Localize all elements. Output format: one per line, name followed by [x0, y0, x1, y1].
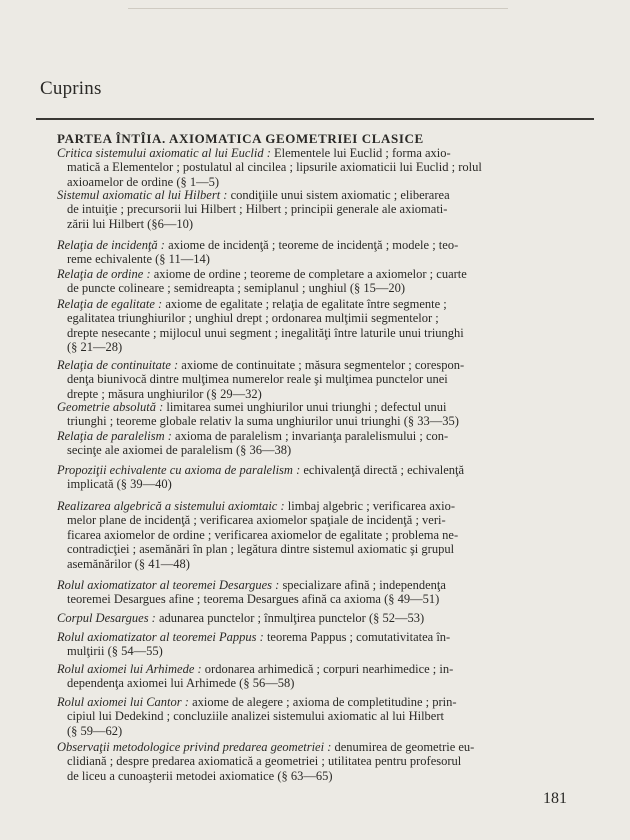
toc-entry-line — [57, 297, 597, 311]
toc-entry-text: contradicţiei ; asemănări în plan ; legătura dintre sistemul axiomatic şi grupul — [67, 542, 455, 557]
toc-entry-line — [57, 709, 607, 723]
toc-entry-line — [57, 499, 597, 513]
toc-entry-line — [57, 160, 607, 174]
toc-entry-text: zării lui Hilbert (§6—10) — [67, 216, 194, 231]
toc-entry-line — [57, 630, 597, 644]
toc-entry-title: Relaţia de continuitate : — [57, 358, 179, 372]
toc-entry-line — [57, 592, 607, 606]
toc-entry — [57, 400, 597, 429]
toc-entry-text: axioma de paralelism ; invarianţa paralelismului ; con- — [171, 429, 449, 443]
toc-entry-line — [57, 400, 597, 414]
toc-entry-text: de puncte colineare ; semidreapta ; semiplanul ; unghiul (§ 15—20) — [67, 281, 406, 296]
toc-entry-text: dependenţa axiomei lui Arhimede (§ 56—58) — [67, 676, 295, 691]
toc-entry-text: axiome de incidenţă ; teoreme de incidenţă ; modele ; teo- — [164, 238, 459, 252]
toc-entry — [57, 662, 597, 691]
toc-entry-line — [57, 217, 607, 231]
toc-entry — [57, 188, 597, 231]
toc-entry-text: echivalenţă directă ; echivalenţă — [300, 463, 465, 477]
toc-entry-line — [57, 358, 597, 372]
toc-entry-title: Geometrie absolută : — [57, 400, 164, 414]
toc-entry-text: asemănărilor (§ 41—48) — [67, 556, 190, 571]
toc-entry-title: Rolul axiomatizator al teoremei Pappus : — [57, 630, 264, 644]
toc-entry-line — [57, 326, 607, 340]
toc-entry — [57, 695, 597, 738]
toc-entry-text: axiome de continuitate ; măsura segmentelor ; corespon- — [178, 358, 465, 372]
toc-entry-text: denţa biunivocă dintre mulţimea numerelor reale şi mulţimea punctelor unei — [67, 372, 448, 387]
toc-entry-text: implicată (§ 39—40) — [67, 477, 172, 492]
toc-entry-text: Elementele lui Euclid ; forma axio- — [270, 146, 451, 160]
toc-entry-text: ordonarea arhimedică ; corpuri nearhimedice ; in- — [201, 662, 454, 676]
toc-entry-title: Relaţia de paralelism : — [57, 429, 172, 443]
toc-entry-line — [57, 740, 597, 754]
toc-entry-text: teorema Pappus ; comutativitatea în- — [263, 630, 451, 644]
toc-entry-text: triunghi ; teoreme globale relativ la suma unghiurilor unui triunghi (§ 33—35) — [67, 414, 459, 429]
toc-entry-text: secinţe ale axiomei de paralelism (§ 36—38) — [67, 443, 292, 458]
toc-entry-title: Relaţia de egalitate : — [57, 297, 163, 311]
toc-entry-text: specializare afină ; independenţa — [279, 578, 446, 592]
toc-entry-line — [57, 146, 597, 160]
toc-entry-line — [57, 463, 597, 477]
toc-entry-text: axioamelor de ordine (§ 1—5) — [67, 174, 220, 189]
toc-entry-line — [57, 557, 607, 571]
toc-entry-text: de liceu a cunoaşterii metodei axiomatice (§ 63—65) — [67, 768, 333, 783]
toc-entry-title: Corpul Desargues : — [57, 611, 156, 625]
toc-entry-line — [57, 429, 597, 443]
toc-entry-text: axiome de egalitate ; relaţia de egalitate între segmente ; — [162, 297, 447, 311]
part-title: PARTEA ÎNTÎIA. AXIOMATICA GEOMETRIEI CLASICE — [57, 131, 424, 146]
toc-entry-line — [57, 252, 607, 266]
toc-entry-title: Rolul axiomei lui Cantor : — [57, 695, 189, 709]
toc-entry-text: melor plane de incidenţă ; verificarea axiomelor spaţiale de incidenţă ; veri- — [67, 513, 446, 528]
toc-entry-text: mulţirii (§ 54—55) — [67, 644, 163, 659]
page-heading: Cuprins — [40, 78, 102, 99]
toc-entry-title: Observaţii metodologice privind predarea geometriei : — [57, 740, 332, 754]
toc-entry-line — [57, 311, 607, 325]
toc-entry — [57, 267, 597, 296]
toc-entry-text: clidiană ; despre predarea axiomatică a geometriei ; utilitatea pentru profesorul — [67, 754, 462, 769]
toc-entry-line — [57, 513, 607, 527]
toc-entry-line — [57, 676, 607, 690]
toc-entry-line — [57, 769, 607, 783]
toc-entry — [57, 740, 597, 783]
toc-entry-text: cipiul lui Dedekind ; concluziile analizei sistemului axiomatic al lui Hilbert — [67, 709, 444, 724]
toc-entry-line — [57, 340, 607, 354]
toc-entry-title: Relaţia de incidenţă : — [57, 238, 165, 252]
toc-entry — [57, 611, 597, 625]
toc-entry-line — [57, 188, 597, 202]
toc-entry — [57, 238, 597, 267]
toc-entry-text: egalitatea triunghiurilor ; unghiul drept ; ordonarea mulţimii segmentelor ; — [67, 311, 439, 326]
toc-entry-text: drepte nesecante ; mijlocul unui segment ; inegalităţi între laturile unui triunghi — [67, 325, 464, 340]
toc-entry-text: reme echivalente (§ 11—14) — [67, 252, 210, 267]
toc-entry-line — [57, 414, 607, 428]
toc-entry-text: matică a Elementelor ; postulatul al cincilea ; lipsurile axiomaticii lui Euclid ; rolul — [67, 160, 482, 175]
toc-entry-line — [57, 542, 607, 556]
toc-entry-text: limbaj algebric ; verificarea axio- — [284, 499, 456, 513]
toc-entry-text: limitarea sumei unghiurilor unui triunghi ; defectul unui — [163, 400, 447, 414]
toc-entry-line — [57, 281, 607, 295]
toc-entry-text: adunarea punctelor ; înmulţirea punctelor (§ 52—53) — [155, 611, 425, 625]
toc-entry — [57, 499, 597, 571]
toc-entry — [57, 578, 597, 607]
heading-rule — [36, 118, 594, 120]
toc-entry-title: Rolul axiomatizator al teoremei Desargues : — [57, 578, 280, 592]
page-number: 181 — [543, 790, 567, 807]
toc-entry-title: Rolul axiomei lui Arhimede : — [57, 662, 202, 676]
toc-entry-line — [57, 238, 597, 252]
toc-entry-line — [57, 695, 597, 709]
toc-entry-text: teoremei Desargues afine ; teorema Desargues afină ca axioma (§ 49—51) — [67, 592, 440, 607]
toc-entry-text: drepte ; măsura unghiurilor (§ 29—32) — [67, 386, 262, 401]
toc-entry — [57, 630, 597, 659]
toc-entry-text: condiţiile unui sistem axiomatic ; eliberarea — [227, 188, 450, 202]
toc-entry-text: ficarea axiomelor de ordine ; verificarea axiomelor de egalitate ; problema ne- — [67, 527, 459, 542]
page-top-edge-line — [128, 8, 508, 9]
toc-entry-line — [57, 578, 597, 592]
toc-entry-line — [57, 528, 607, 542]
toc-entry — [57, 146, 597, 189]
toc-entry — [57, 463, 597, 492]
toc-entry — [57, 358, 597, 401]
toc-entry-line — [57, 754, 607, 768]
toc-entry-title: Propoziţii echivalente cu axioma de paralelism : — [57, 463, 301, 477]
toc-entry-title: Sistemul axiomatic al lui Hilbert : — [57, 188, 228, 202]
toc-entry — [57, 429, 597, 458]
toc-entry-line — [57, 662, 597, 676]
toc-entry-title: Relaţia de ordine : — [57, 267, 151, 281]
toc-entry-line — [57, 724, 607, 738]
toc-entry-line — [57, 477, 607, 491]
toc-entry-title: Critica sistemului axiomatic al lui Euclid : — [57, 146, 271, 160]
toc-entry-line — [57, 443, 607, 457]
toc-entry-text: axiome de alegere ; axioma de completitudine ; prin- — [188, 695, 457, 709]
toc-entry-text: denumirea de geometrie eu- — [331, 740, 475, 754]
toc-entry-line — [57, 611, 597, 625]
toc-entry — [57, 297, 597, 355]
toc-entry-title: Realizarea algebrică a sistemului axiomtaic : — [57, 499, 285, 513]
toc-entry-line — [57, 202, 607, 216]
toc-entry-text: (§ 59—62) — [67, 723, 123, 738]
toc-entry-text: (§ 21—28) — [67, 340, 123, 355]
toc-entry-text: axiome de ordine ; teoreme de completare a axiomelor ; cuarte — [150, 267, 467, 281]
toc-entry-text: de intuiţie ; precursorii lui Hilbert ; Hilbert ; principii generale ale axiomati- — [67, 202, 448, 217]
toc-entry-line — [57, 372, 607, 386]
toc-entry-line — [57, 267, 597, 281]
toc-entry-line — [57, 644, 607, 658]
